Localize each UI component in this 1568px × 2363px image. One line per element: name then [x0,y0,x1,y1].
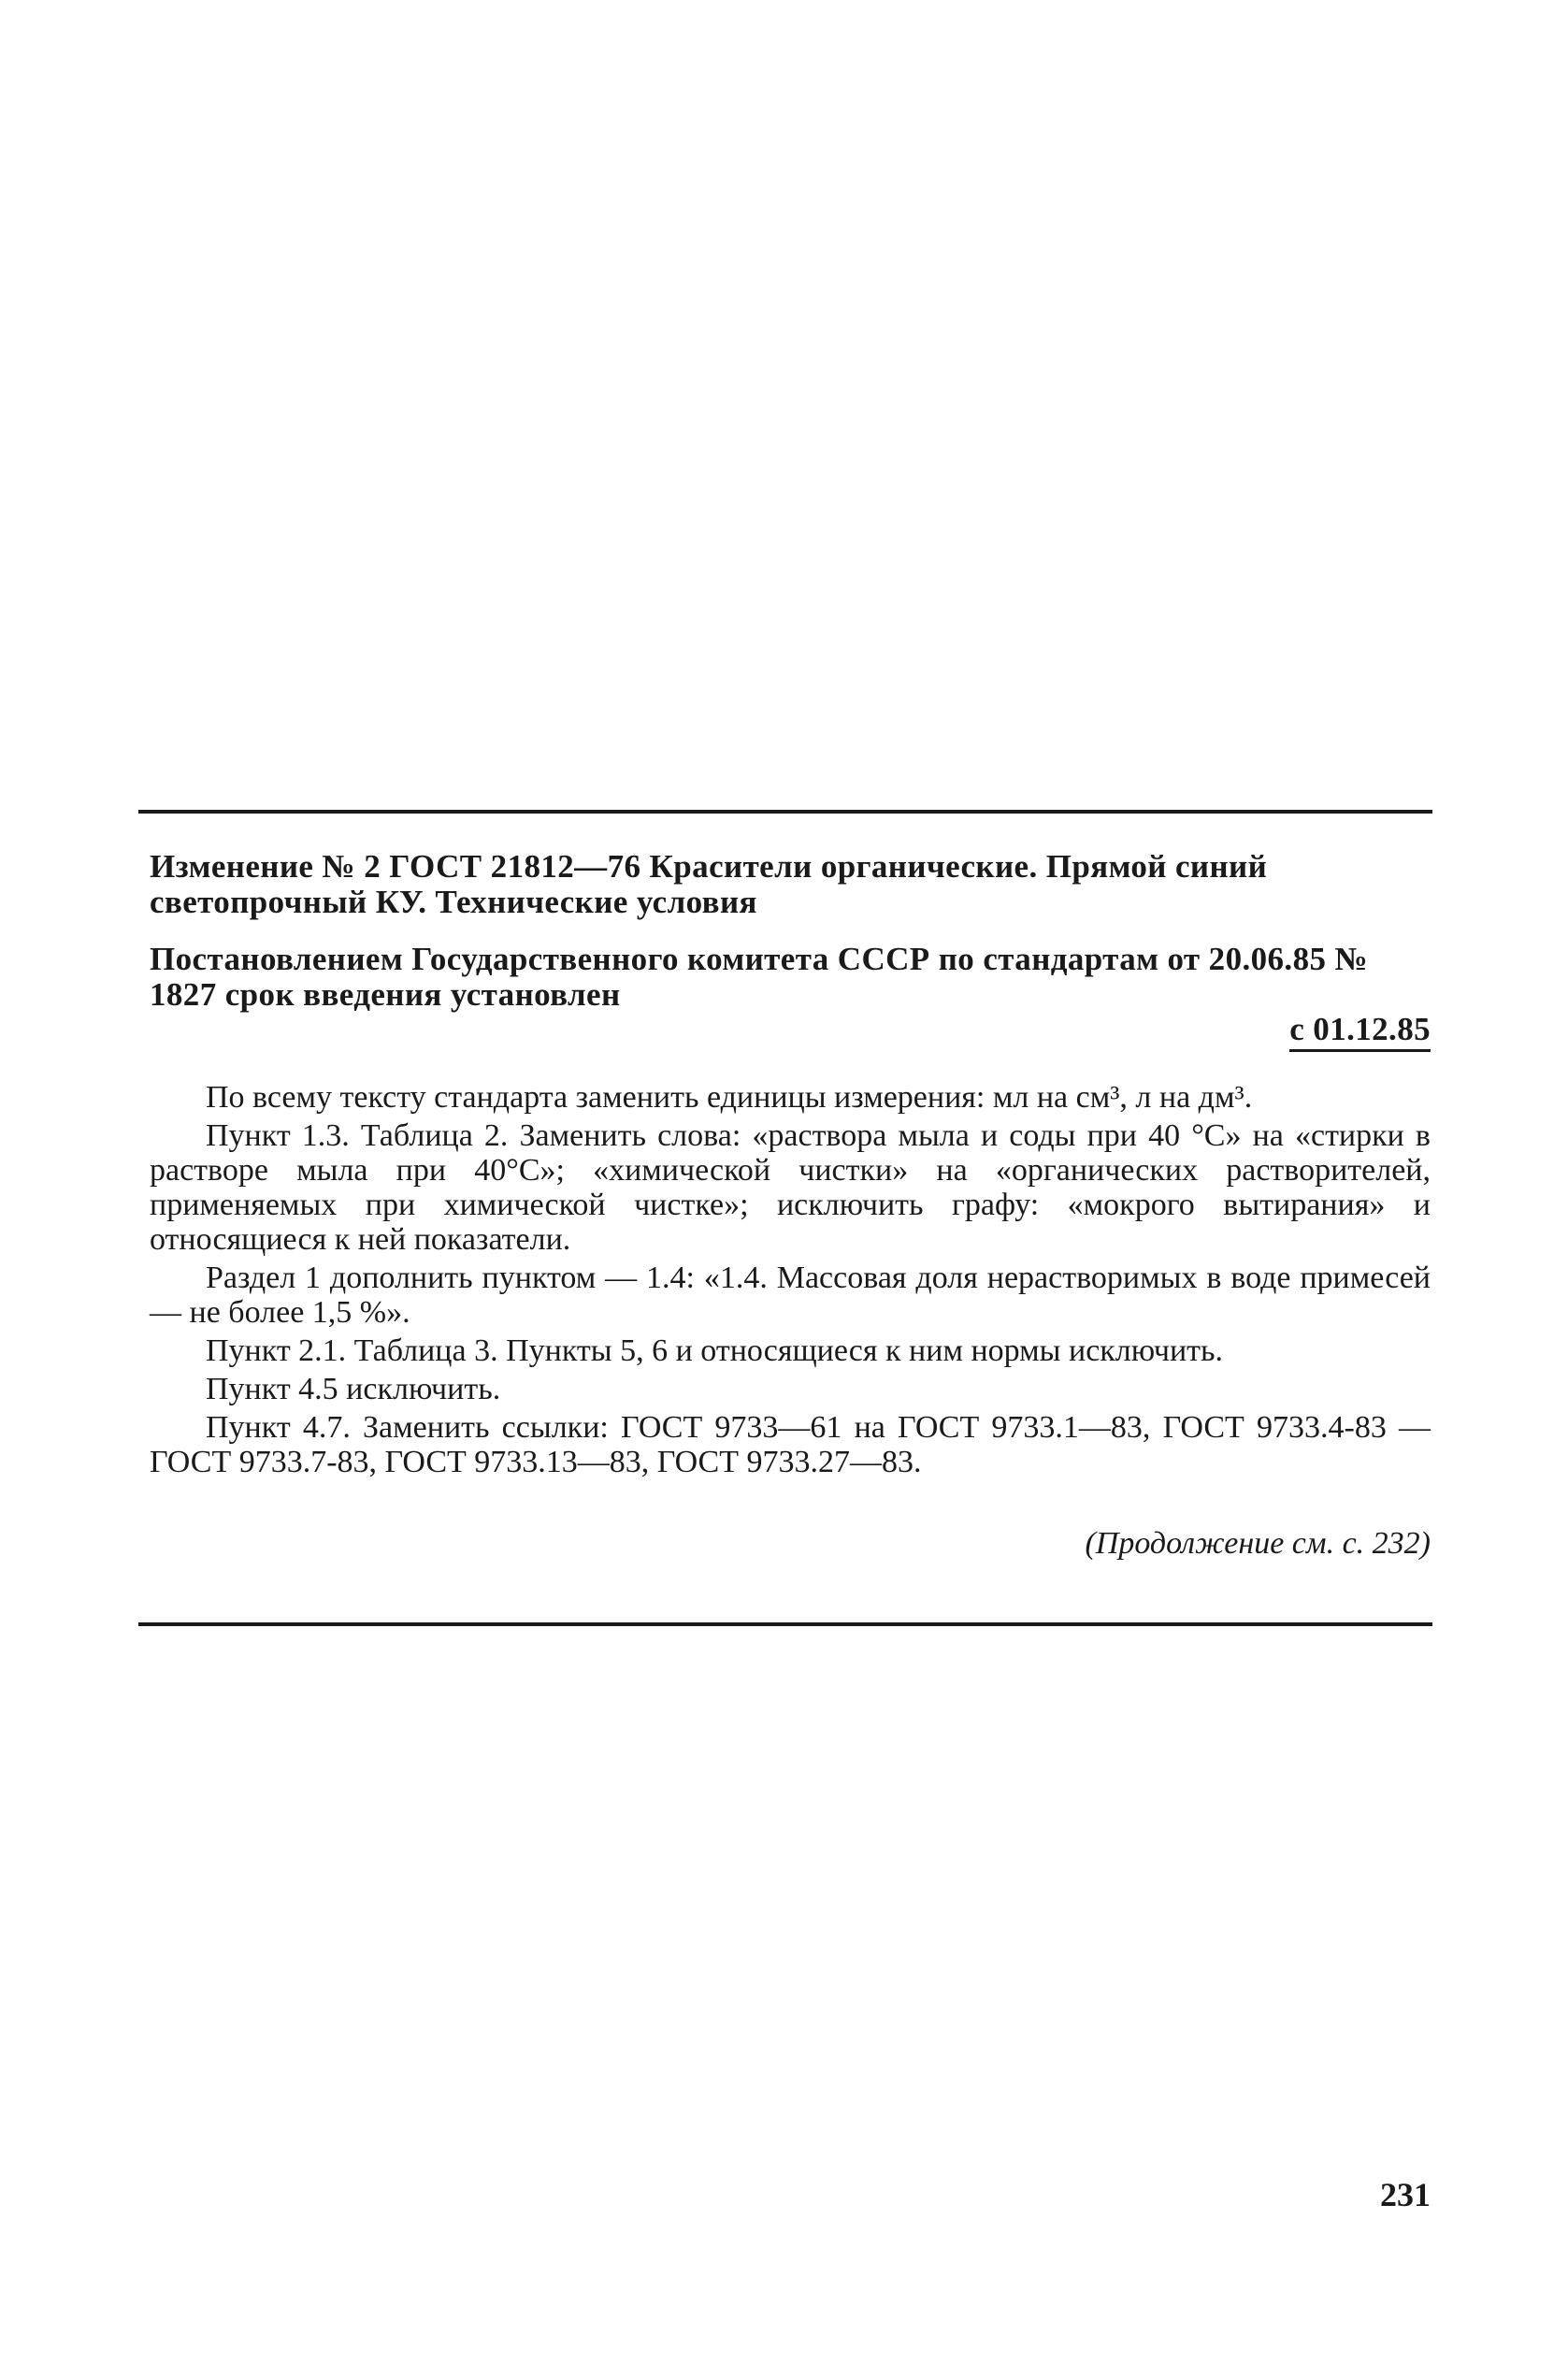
paragraph-units: По всему тексту стандарта заменить единицы измерения: мл на см³, л на дм³. [206,1080,1253,1115]
effective-date [150,1012,1431,1052]
paragraph-item-2-1: Пункт 2.1. Таблица 3. Пункты 5, 6 и относящиеся к ним нормы исключить. [206,1333,1224,1368]
effective-date-value: с 01.12.85 [1289,1012,1431,1052]
paragraph-section-1: Раздел 1 дополнить пунктом — 1.4: «1.4. Массовая доля нерастворимых в воде примесей — не более 1,5 %». [150,1261,1431,1330]
bottom-divider [138,1622,1432,1626]
paragraph-item-4-7: Пункт 4.7. Заменить ссылки: ГОСТ 9733—61 на ГОСТ 9733.1—83, ГОСТ 9733.4-83 — ГОСТ 9733.7-83, ГОСТ 9733.13—83, ГОСТ 9733.27—83. [150,1410,1431,1479]
amendment-body [150,1080,1431,1483]
top-divider [138,810,1432,814]
decree-text: Постановлением Государственного комитета СССР по стандартам от 20.06.85 № 1827 срок введения установлен [150,941,1369,1013]
continuation-note: (Продолжение см. с. 232) [1085,1526,1431,1561]
paragraph-item-1-3: Пункт 1.3. Таблица 2. Заменить слова: «раствора мыла и соды при 40 °С» на «стирки в растворе мыла при 40°С»; «химической чистки» на «органических растворителей, применяемых при химической чистке»; исключить графу: «мокрого вытирания» и относящиеся к ней показатели. [150,1118,1431,1257]
page-number: 231 [1380,2176,1431,2213]
paragraph-item-4-5: Пункт 4.5 исключить. [206,1372,501,1406]
amendment-title: Изменение № 2 ГОСТ 21812—76 Красители органические. Прямой синий светопрочный КУ. Технические условия [150,848,1268,920]
